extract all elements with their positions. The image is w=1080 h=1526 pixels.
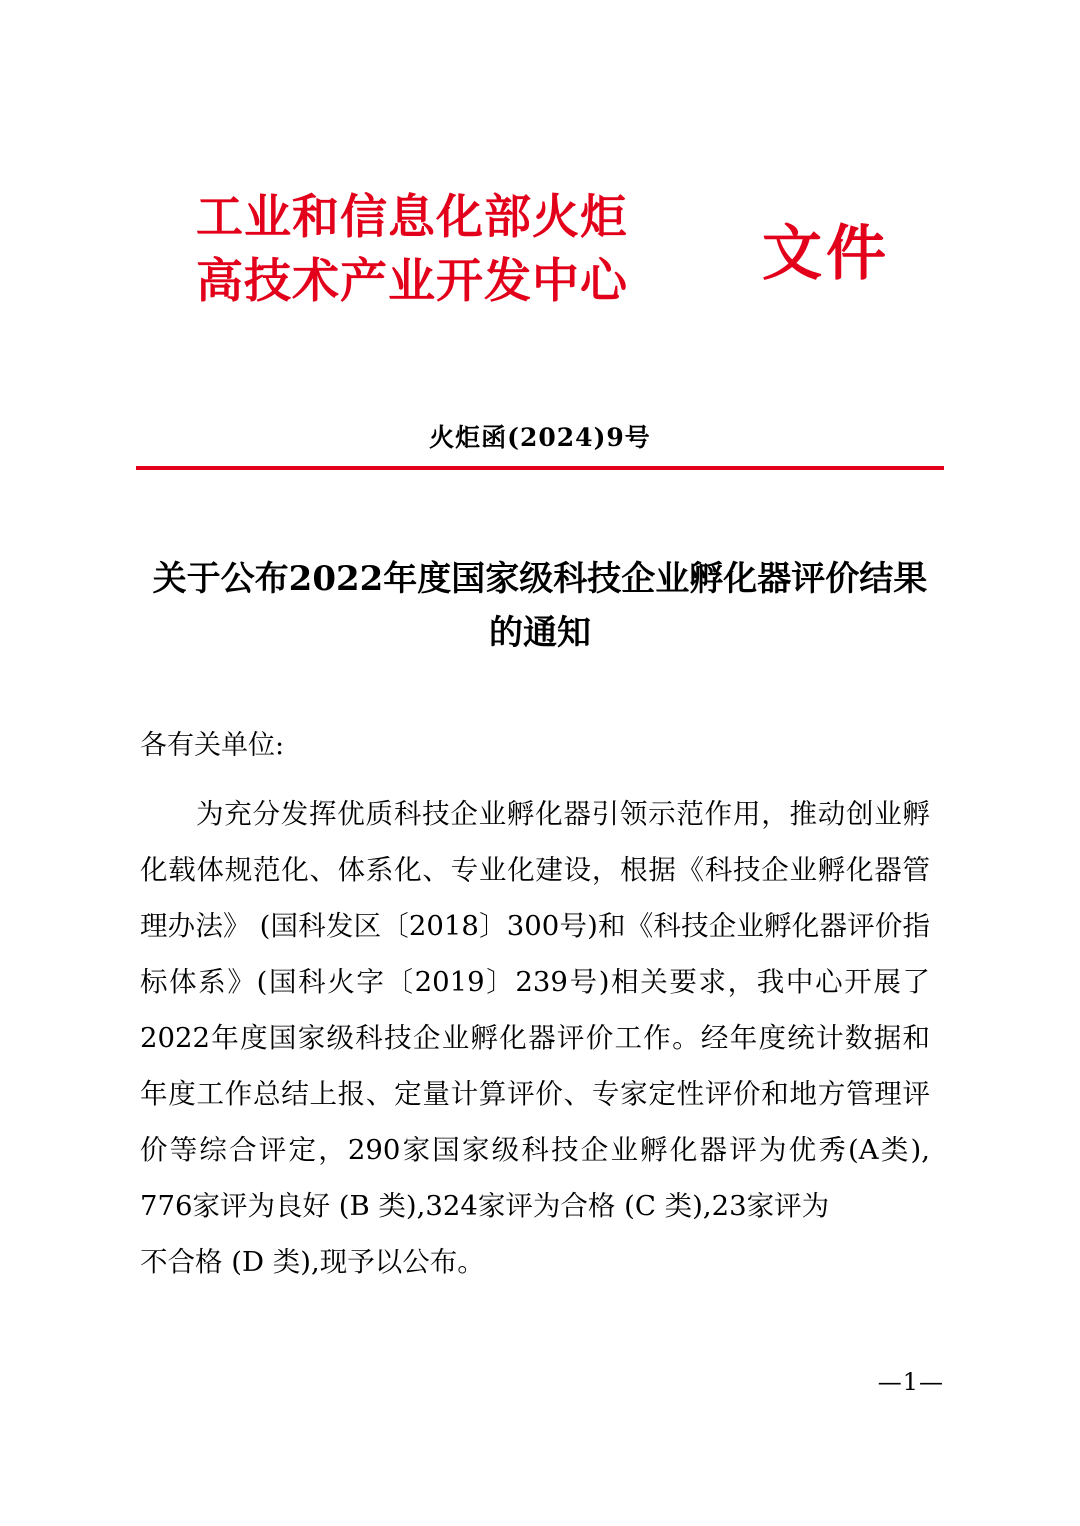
red-divider-rule xyxy=(136,466,944,470)
salutation: 各有关单位: xyxy=(140,730,285,761)
body-paragraph-1: 为充分发挥优质科技企业孵化器引领示范作用，推动创业孵化载体规范化、体系化、专业化建设，根据《科技企业孵化器管理办法》 (国科发区〔2018〕300号)和《科技企业孵化器评价指标体系》(国科火字〔2019〕239号)相关要求，我中心开展了2022年度国家级科技企业孵化器评价工作。经年度统计数据和 年度工作总结上报、定量计算评价、专家定性评价和地方管理评 价等综合评定，290家国家级科技企业孵化器评为优秀(A类), 776家评为良好 (B 类),324家评为合格 (C 类),23家评为 xyxy=(140,798,930,1222)
body-paragraph-2: 不合格 (D 类),现予以公布。 xyxy=(140,1246,485,1278)
org-name-line-1: 工业和信息化部火炬 xyxy=(196,190,628,245)
issuing-organization xyxy=(196,186,736,314)
document-word-label: 文件 xyxy=(762,219,890,289)
document-number: 火炬函(2024)9号 xyxy=(429,423,651,452)
org-name-line-2: 高技术产业开发中心 xyxy=(196,254,628,309)
page-number: —1— xyxy=(877,1368,944,1396)
document-body xyxy=(140,786,930,1290)
document-title: 关于公布2022年度国家级科技企业孵化器评价结果的通知 xyxy=(152,559,928,653)
masthead xyxy=(0,186,1080,386)
